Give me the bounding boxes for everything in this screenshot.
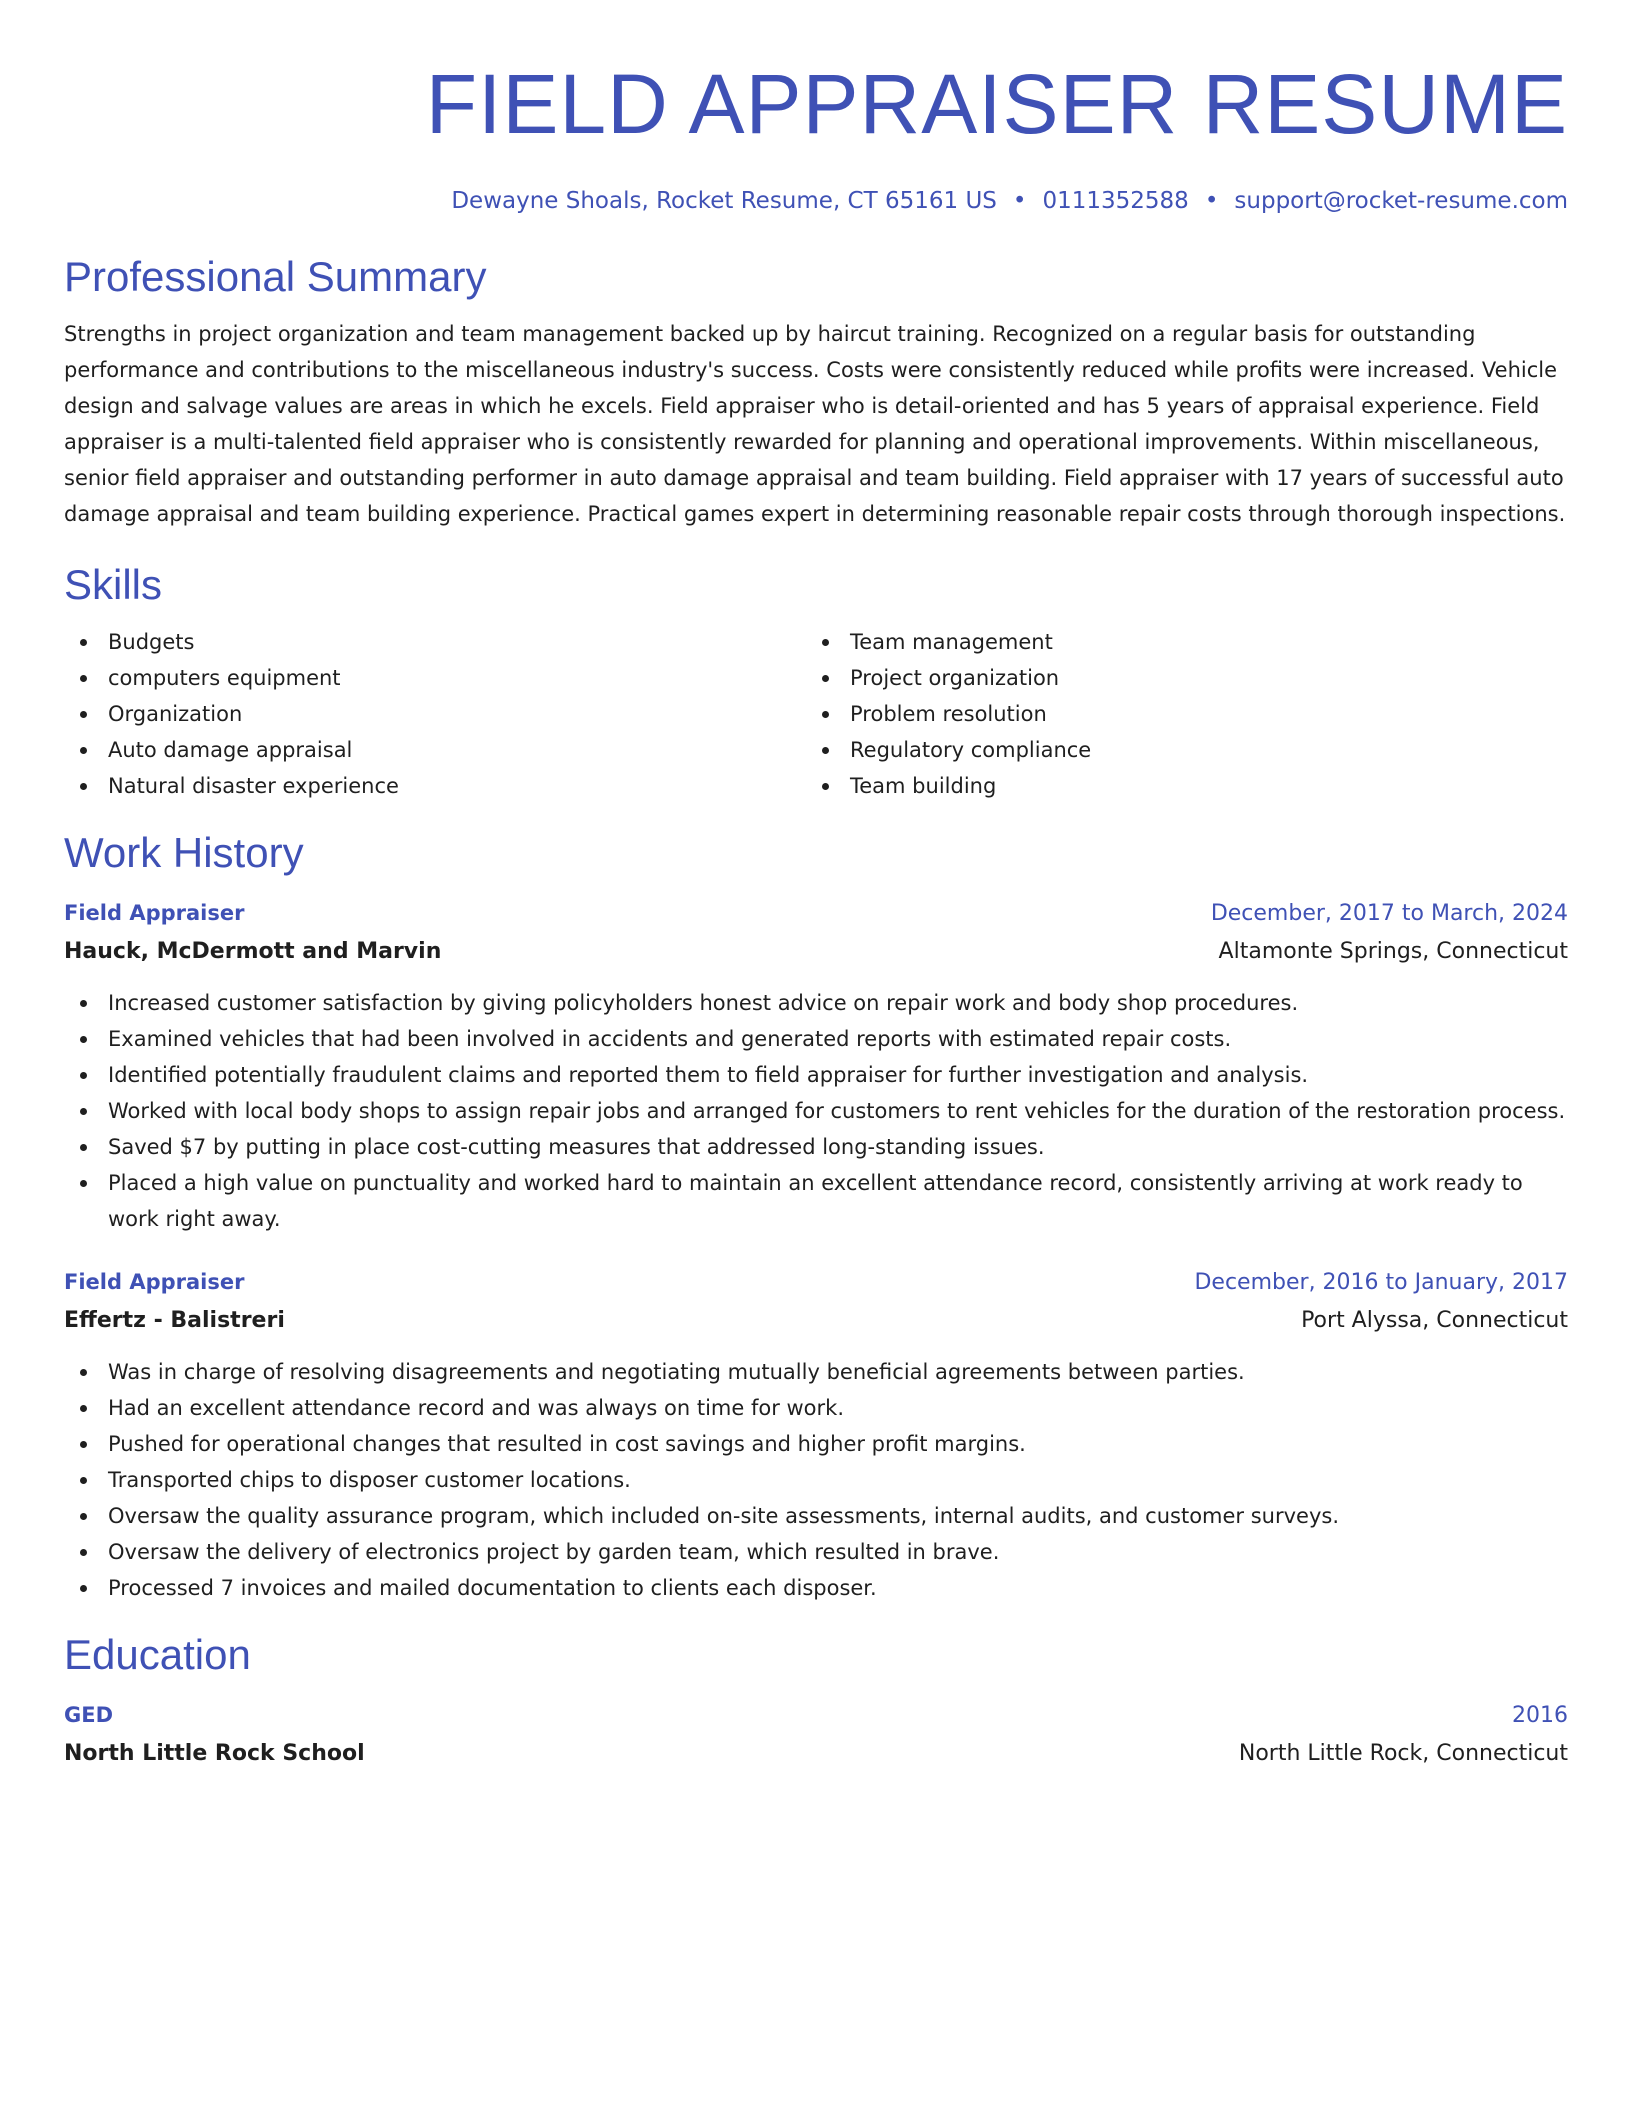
job-bullet: Worked with local body shops to assign repair jobs and arranged for customers to rent vehicles for the duration of the restoration process. [64, 1093, 1568, 1129]
job-location: Port Alyssa, Connecticut [1301, 1308, 1568, 1333]
skill-item: Team management [806, 624, 1548, 660]
education-header-row [64, 1696, 1568, 1735]
skills-heading: Skills [64, 561, 163, 608]
job-role: Field Appraiser [64, 901, 245, 925]
skill-item: Auto damage appraisal [64, 732, 806, 768]
summary-text: Strengths in project organization and team management backed up by haircut training. Recognized on a regular basis for outstanding performance and contributions to the miscellaneous industry's success. Costs were consistently reduced while profits were increased. Vehicle design and salvage values are areas in which he excels. Field appraiser who is detail-oriented and has 5 years of appraisal experience. Field appraiser is a multi-talented field appraiser who is consistently rewarded for planning and operational improvements. Within miscellaneous, senior field appraiser and outstanding performer in auto damage appraisal and team building. Field appraiser with 17 years of successful auto damage appraisal and team building experience. Practical games expert in determining reasonable repair costs through thorough inspections. [64, 322, 1566, 526]
job-header-row [64, 1263, 1568, 1302]
job-bullet: Oversaw the delivery of electronics project by garden team, which resulted in brave. [64, 1534, 1568, 1570]
resume-title: FIELD APPRAISER RESUME [425, 57, 1568, 151]
skill-item: Team building [806, 768, 1548, 804]
skill-item: Regulatory compliance [806, 732, 1548, 768]
job-bullet: Was in charge of resolving disagreements and negotiating mutually beneficial agreements between parties. [64, 1354, 1568, 1390]
job-role: Field Appraiser [64, 1270, 245, 1294]
contact-email: support@rocket-resume.com [1234, 188, 1568, 214]
job-company-row [64, 933, 1568, 971]
job-bullet: Pushed for operational changes that resulted in cost savings and higher profit margins. [64, 1426, 1568, 1462]
skills-list-left [64, 624, 806, 804]
job-bullet: Identified potentially fraudulent claims and reported them to field appraiser for further investigation and analysis. [64, 1057, 1568, 1093]
job-bullet: Placed a high value on punctuality and worked hard to maintain an excellent attendance record, consistently arriving at work ready to work right away. [64, 1165, 1568, 1237]
education-heading: Education [64, 1631, 251, 1678]
skill-item: Problem resolution [806, 696, 1548, 732]
job-bullet: Saved $7 by putting in place cost-cutting measures that addressed long-standing issues. [64, 1129, 1568, 1165]
job-bullet: Processed 7 invoices and mailed documentation to clients each disposer. [64, 1570, 1568, 1606]
skill-item: computers equipment [64, 660, 806, 696]
job-bullets [64, 985, 1568, 1237]
job-bullets [64, 1354, 1568, 1606]
job-header-row [64, 894, 1568, 933]
summary-heading: Professional Summary [64, 253, 487, 300]
skills-columns [64, 624, 1568, 804]
skill-item: Budgets [64, 624, 806, 660]
job-bullet: Increased customer satisfaction by giving policyholders honest advice on repair work and body shop procedures. [64, 985, 1568, 1021]
job-bullet: Transported chips to disposer customer locations. [64, 1462, 1568, 1498]
job-bullet: Examined vehicles that had been involved in accidents and generated reports with estimated repair costs. [64, 1021, 1568, 1057]
education-entry [64, 1696, 1568, 1773]
skill-item: Organization [64, 696, 806, 732]
job-company: Hauck, McDermott and Marvin [64, 939, 442, 964]
contact-line [64, 186, 1568, 216]
job-bullet: Had an excellent attendance record and was always on time for work. [64, 1390, 1568, 1426]
job-entry [64, 1263, 1568, 1606]
work-history-heading: Work History [64, 829, 304, 876]
job-company: Effertz - Balistreri [64, 1308, 285, 1333]
skill-item: Project organization [806, 660, 1548, 696]
contact-phone: 0111352588 [1042, 188, 1189, 214]
job-dates: December, 2016 to January, 2017 [1194, 1270, 1568, 1295]
education-year: 2016 [1512, 1703, 1568, 1728]
job-entry [64, 894, 1568, 1237]
education-school: North Little Rock School [64, 1741, 365, 1766]
job-location: Altamonte Springs, Connecticut [1218, 939, 1568, 964]
job-dates: December, 2017 to March, 2024 [1210, 901, 1568, 926]
job-bullet: Oversaw the quality assurance program, which included on-site assessments, internal audits, and customer surveys. [64, 1498, 1568, 1534]
education-school-row [64, 1735, 1568, 1773]
education-location: North Little Rock, Connecticut [1238, 1741, 1568, 1766]
contact-separator: • [1012, 188, 1027, 214]
resume-page [64, 0, 1568, 1773]
job-company-row [64, 1302, 1568, 1340]
contact-separator: • [1204, 188, 1219, 214]
education-degree: GED [64, 1703, 114, 1727]
contact-address: Dewayne Shoals, Rocket Resume, CT 65161 US [451, 188, 997, 214]
skill-item: Natural disaster experience [64, 768, 806, 804]
skills-list-right [806, 624, 1548, 804]
